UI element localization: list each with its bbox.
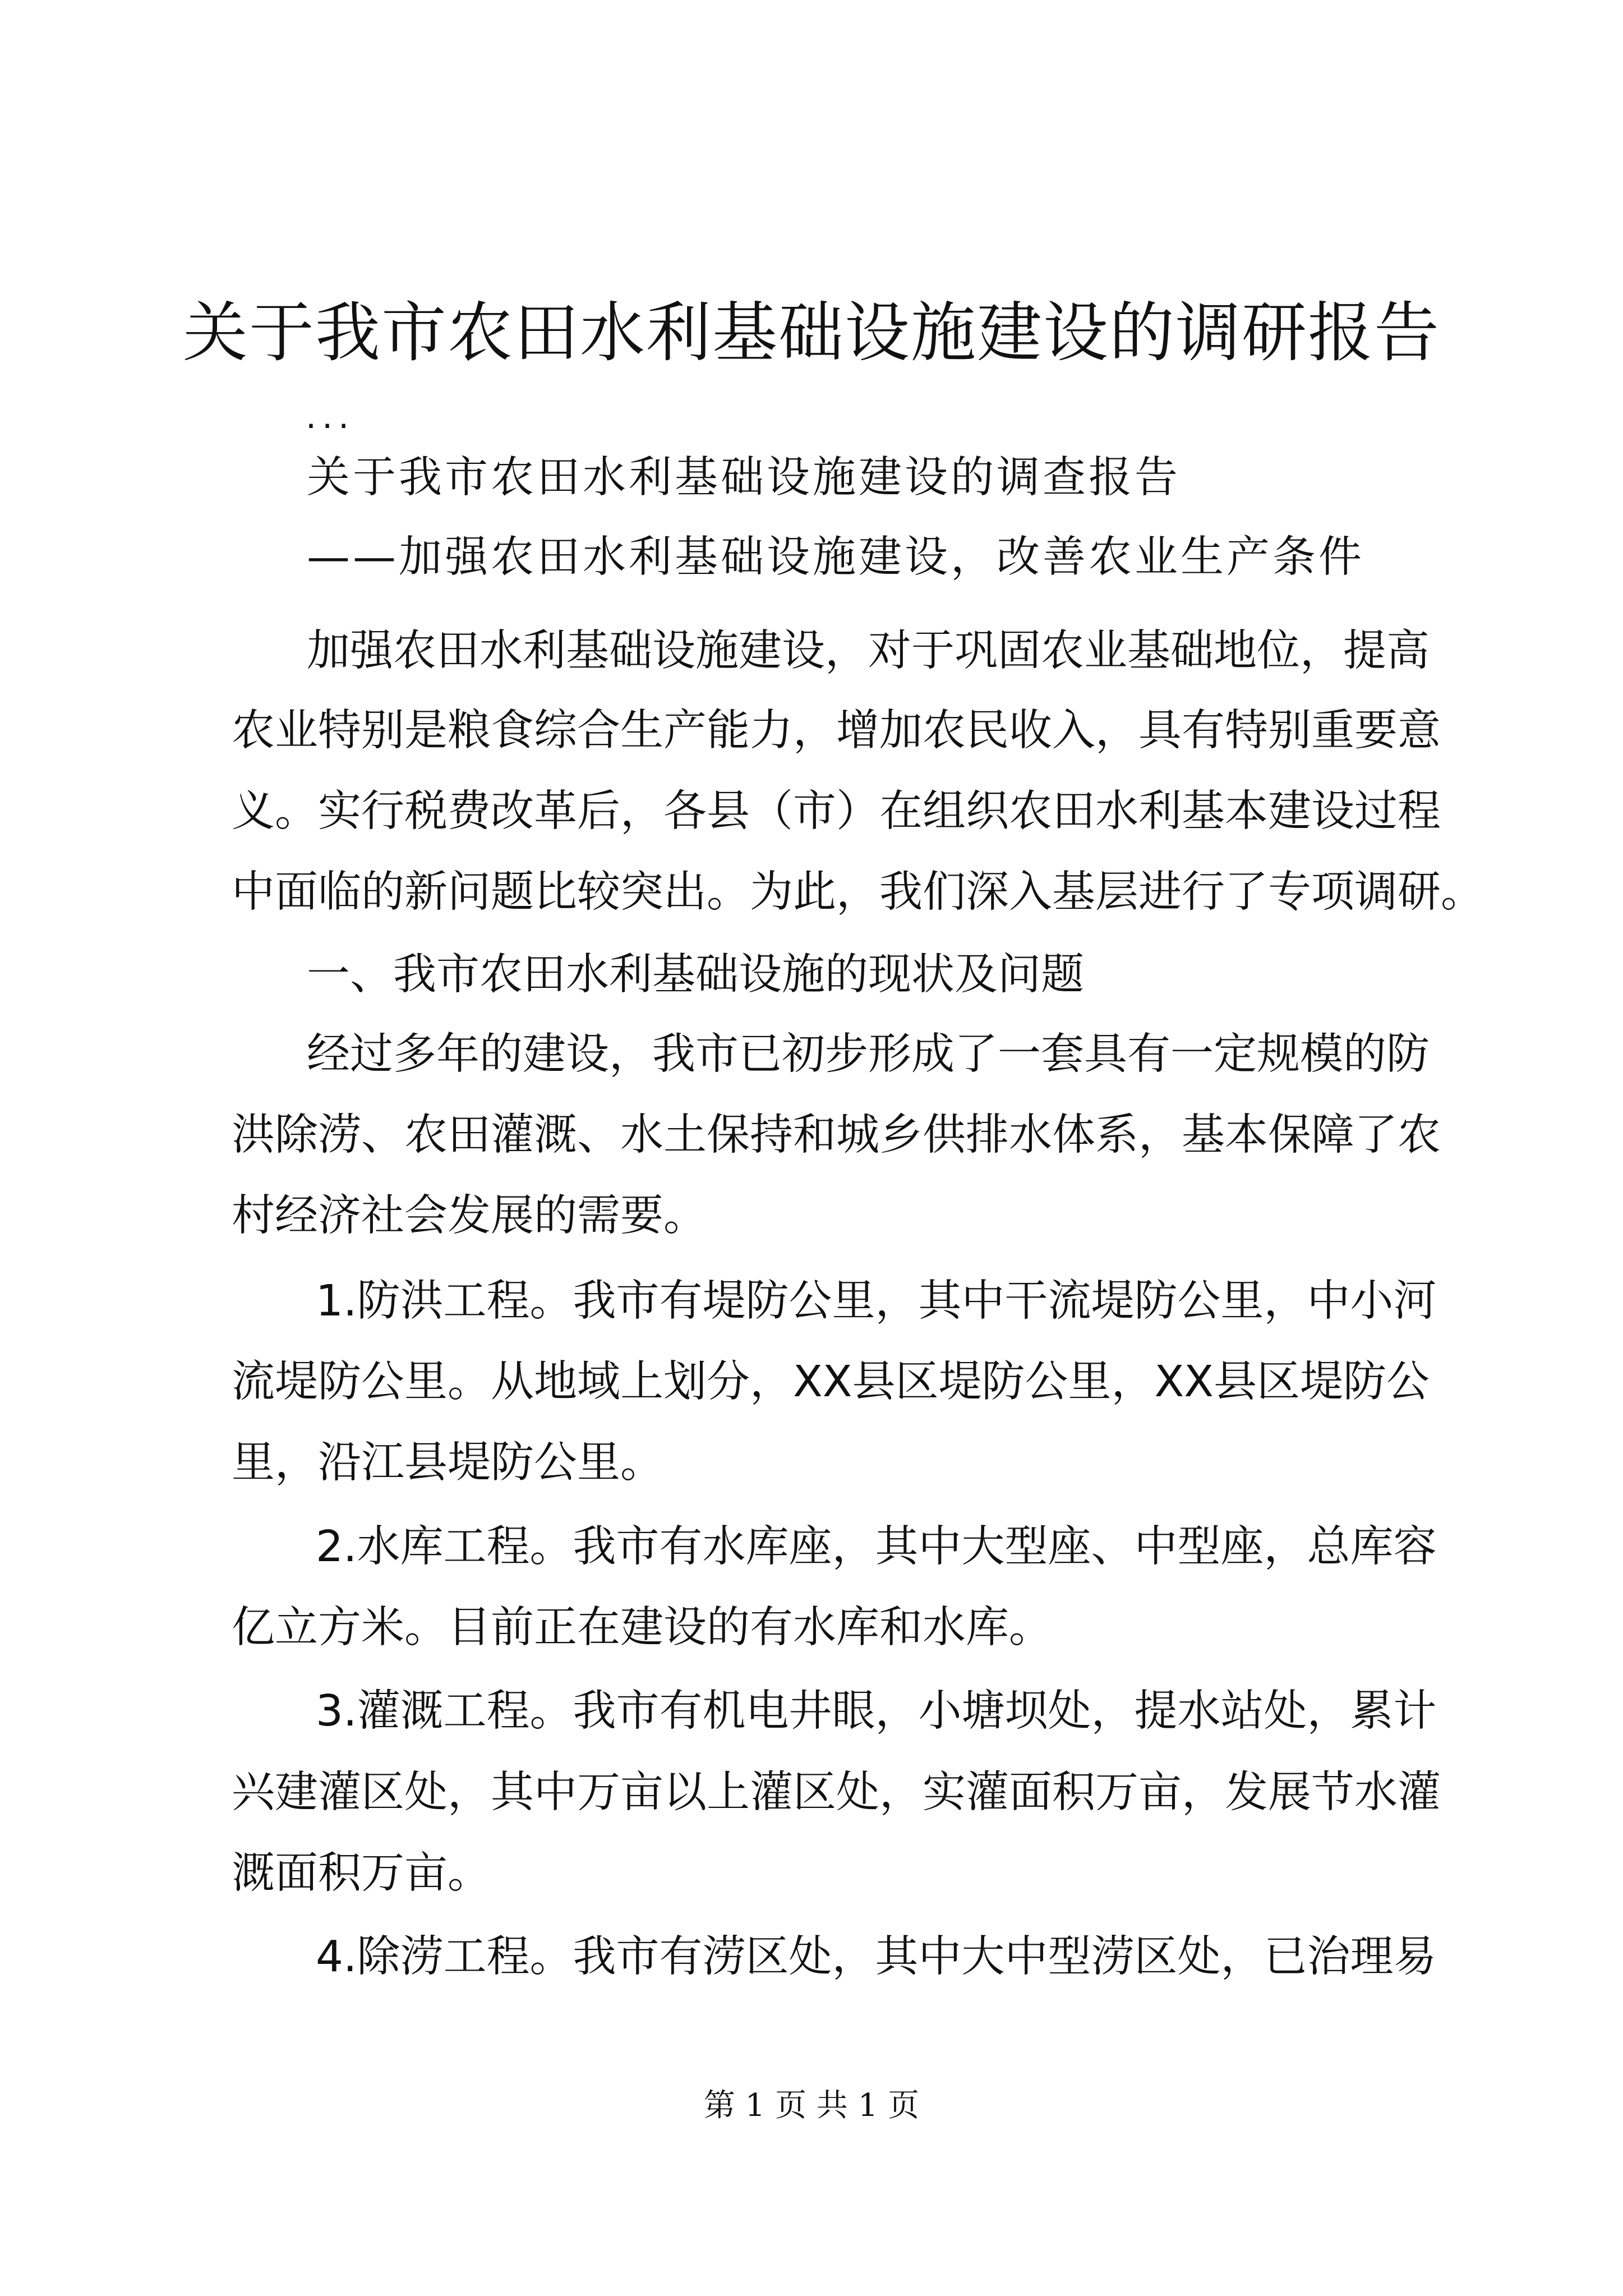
paragraph-line: 亿立方米。目前正在建设的有水库和水库。 bbox=[232, 1603, 1052, 1653]
ellipsis-mark: ... bbox=[306, 397, 355, 436]
paragraph-line: 加强农田水利基础设施建设，对于巩固农业基础地位，提高 bbox=[307, 626, 1430, 676]
paragraph-line: 经过多年的建设，我市已初步形成了一套具有一定规模的防 bbox=[307, 1029, 1430, 1079]
list-item-flood-control: 1.防洪工程。我市有堤防公里，其中干流堤防公里，中小河 bbox=[316, 1276, 1437, 1326]
paragraph-line: 农业特别是粮食综合生产能力，增加农民收入，具有特别重要意 bbox=[232, 706, 1441, 756]
report-subtitle: 关于我市农田水利基础设施建设的调查报告 bbox=[307, 453, 1181, 503]
paragraph-line: 村经济社会发展的需要。 bbox=[232, 1191, 707, 1241]
report-tagline: ——加强农田水利基础设施建设，改善农业生产条件 bbox=[307, 532, 1364, 582]
paragraph-line: 溉面积万亩。 bbox=[232, 1848, 491, 1898]
page-number: 第 1 页 共 1 页 bbox=[703, 2087, 920, 2124]
paragraph-line: 流堤防公里。从地域上划分，XX县区堤防公里，XX县区堤防公 bbox=[232, 1357, 1430, 1407]
paragraph-line: 里，沿江县堤防公里。 bbox=[232, 1438, 663, 1488]
paragraph-line: 洪除涝、农田灌溉、水土保持和城乡供排水体系，基本保障了农 bbox=[232, 1110, 1441, 1160]
paragraph-line: 义。实行税费改革后，各县（市）在组织农田水利基本建设过程 bbox=[232, 786, 1441, 836]
list-item-irrigation: 3.灌溉工程。我市有机电井眼，小塘坝处，提水站处，累计 bbox=[316, 1686, 1437, 1736]
section-heading: 一、我市农田水利基础设施的现状及问题 bbox=[307, 950, 1084, 1000]
paragraph-line: 中面临的新问题比较突出。为此，我们深入基层进行了专项调研。 bbox=[232, 867, 1484, 917]
paragraph-line: 兴建灌区处，其中万亩以上灌区处，实灌面积万亩，发展节水灌 bbox=[232, 1768, 1441, 1818]
list-item-reservoir: 2.水库工程。我市有水库座，其中大型座、中型座，总库容 bbox=[316, 1522, 1437, 1572]
document-title: 关于我市农田水利基础设施建设的调研报告 bbox=[183, 295, 1440, 371]
list-item-drainage: 4.除涝工程。我市有涝区处，其中大中型涝区处，已治理易 bbox=[316, 1932, 1437, 1982]
